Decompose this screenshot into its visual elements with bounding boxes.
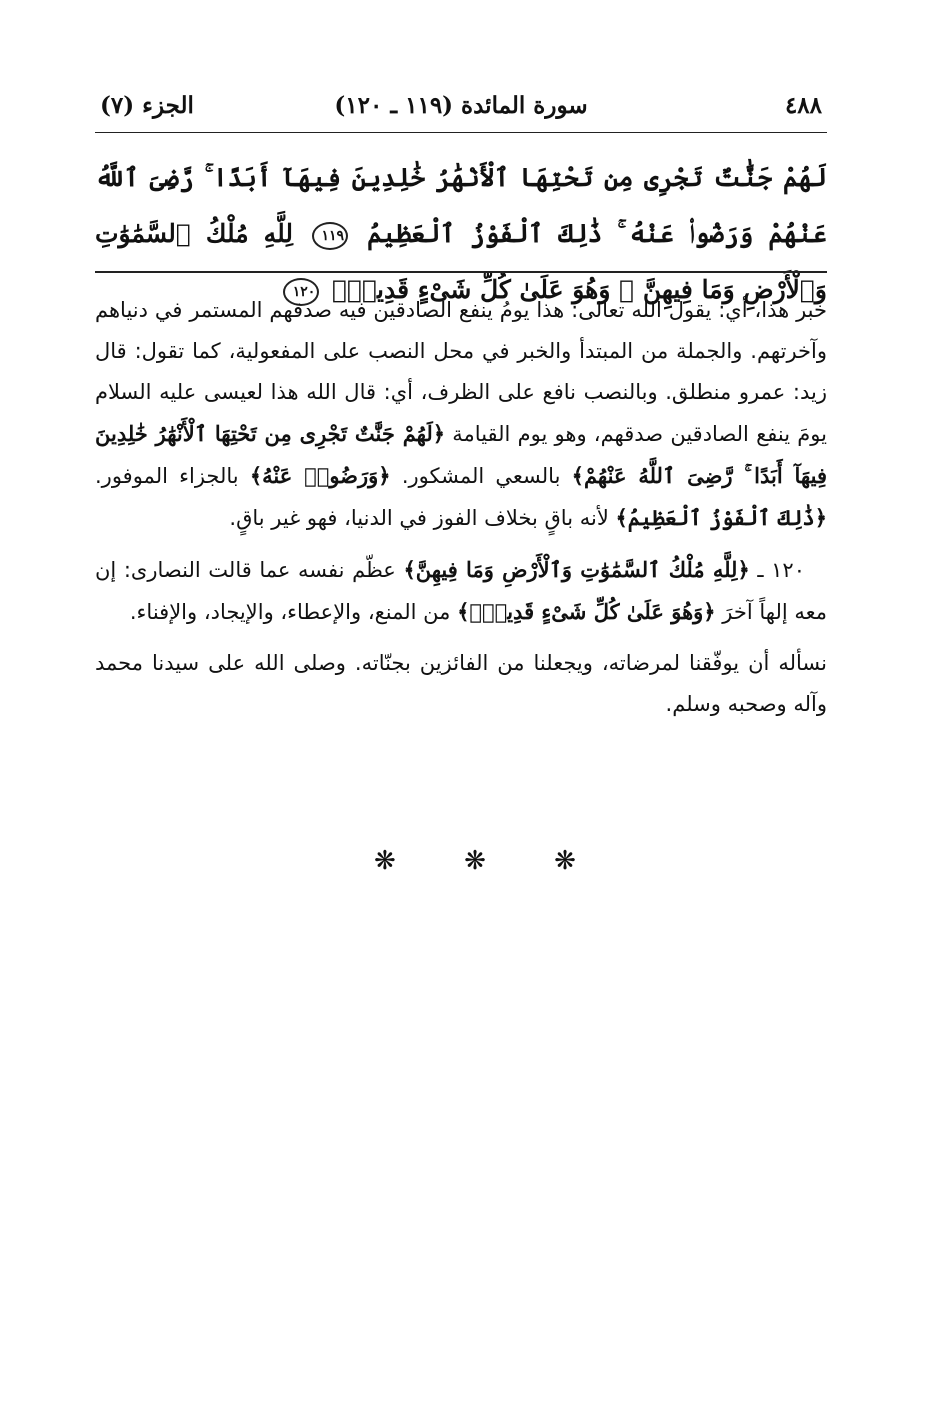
quote-bracket-open: ﴿ [814,506,827,530]
quoted-verse: وَرَضُوا۟ عَنْهُ [262,463,379,488]
commentary-paragraph [95,290,827,539]
asterism-star-icon: ❋ [464,846,486,876]
verse-text-120: لِلَّهِ مُلْكُ ٱلسَّمَٰوَٰتِ وَٱلْأَرْضِ وَمَا فِيهِنَّ ۚ وَهُوَ عَلَىٰ كُلِّ شَىْءٍ قَدِيرٌۢ [95,219,827,304]
page-number: ٤٨٨ [784,92,822,119]
quote-bracket-close: ﴾ [571,464,584,488]
commentary-text: بالسعي المشكور. [401,464,561,488]
commentary-paragraph [95,549,827,633]
quote-bracket-close: ﴾ [249,464,263,488]
verse-text-119: لَهُمْ جَنَّٰتٌ تَجْرِى مِن تَحْتِهَا ٱلْأَنْهَٰرُ خَٰلِدِينَ فِيهَآ أَبَدًا ۚ رَّضِىَ ٱللَّهُ عَنْهُمْ وَرَضُوا۟ عَنْهُ ۚ ذَٰلِكَ ٱلْفَوْزُ ٱلْعَظِيمُ [95,163,827,248]
quote-bracket-open: ﴿ [432,422,446,446]
section-divider [0,846,950,876]
quote-bracket-close: ﴾ [403,558,416,582]
commentary-text: خبر هذا، أي: يقول الله تعالى: هذا يومُ ينفع الصادقين فيه صدقهم المستمر في دنياهم وآخرتهم. والجملة من المبتدأ والخبر في محل النصب على المفعولية، كما تقول: قال زيد: عمرو منطلق. وبالنصب نافع على الظرف، أي: قال الله هذا لعيسى عليه السلام يومَ ينفع الصادقين صدقهم، وهو يوم القيامة [95,298,828,446]
quoted-verse: لِلَّهِ مُلْكُ ٱلسَّمَٰوَٰتِ وَٱلْأَرْضِ وَمَا فِيهِنَّ [415,557,738,582]
ayah-number-marker: ١٢٠ [283,278,319,306]
closing-prayer [95,643,827,725]
commentary-text: نسأله أن يوفّقنا لمرضاته، ويجعلنا من الفائزين بجنّاته. وصلى الله على سيدنا محمد وآله وصحبه وسلم. [95,651,827,716]
commentary-text: عظّم نفسه عما قالت النصارى: إن معه إلهاً آخرَ [95,558,827,624]
quote-bracket-close: ﴾ [615,506,628,530]
commentary-text: من المنع، والإعطاء، والإيجاد، والإفناء. [129,600,451,624]
quote-bracket-close: ﴾ [457,600,470,624]
running-header [100,92,822,132]
commentary-body [95,290,827,735]
ayah-number-marker: ١١٩ [312,222,348,250]
asterism-star-icon: ❋ [374,846,396,876]
quote-bracket-open: ﴿ [703,600,716,624]
verse-rule [95,271,827,273]
juz-label: الجزء (٧) [100,92,194,119]
surah-title: سورة المائدة (١١٩ ـ ١٢٠) [334,92,588,119]
asterism-star-icon: ❋ [554,846,576,876]
quote-bracket-open: ﴿ [737,558,750,582]
commentary-text: بالجزاء الموفور. [95,464,239,488]
header-rule [95,132,827,133]
commentary-text: لأنه باقٍ بخلاف الفوز في الدنيا، فهو غير باقٍ. [229,506,609,530]
verse-number-label: ١٢٠ ـ [757,558,805,582]
quoted-verse: لَهُمْ جَنَّٰتٌ تَجْرِى مِن تَحْتِهَا ٱلْأَنْهَٰرُ خَٰلِدِينَ فِيهَآ أَبَدًا ۚ رَّضِىَ ٱللَّهُ عَنْهُمْ [95,421,827,488]
quote-bracket-open: ﴿ [378,464,391,488]
quoted-verse: ذَٰلِكَ ٱلْفَوْزُ ٱلْعَظِيمُ [627,505,815,530]
quoted-verse: وَهُوَ عَلَىٰ كُلِّ شَىْءٍ قَدِيرٌۢ [469,599,704,624]
